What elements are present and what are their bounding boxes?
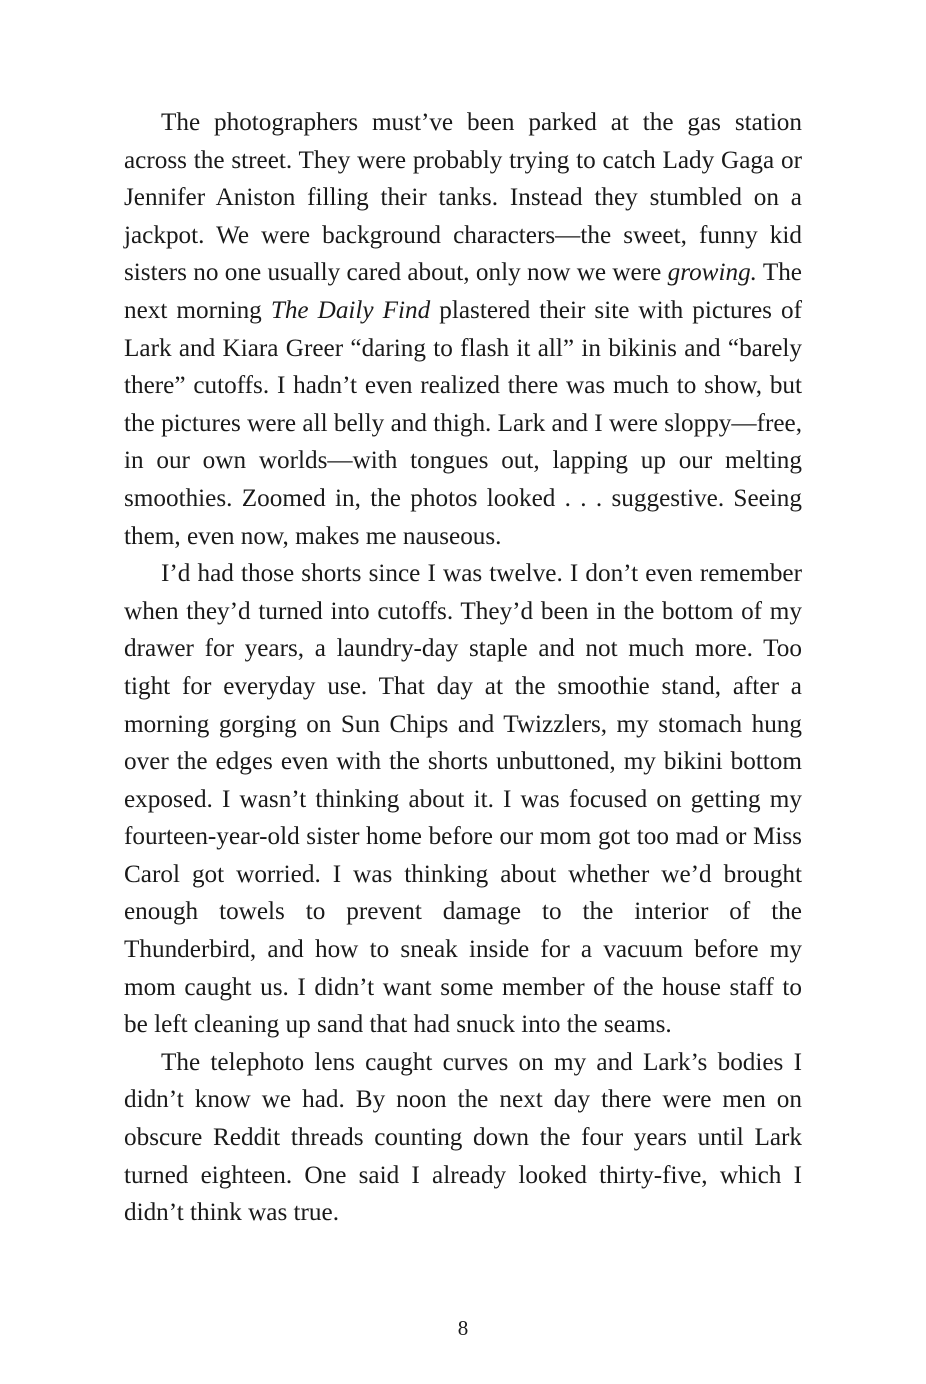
paragraph-text: plastered their site with pictures of Lark and Kiara Greer “daring to flash it all” in bikinis and “barely there” cutoffs. I hadn’t even realized there was much to show, but the pictures were all belly and thigh. Lark and I were sloppy—free, in our own worlds—with tongues out, lapping up our melting smoothies. Zoomed in, the photos looked . . . suggestive. Seeing them, even now, makes me nauseous.: [124, 296, 803, 550]
paragraph-text: The next morning: [124, 259, 802, 324]
paragraph-text: The photographers must’ve been parked at the gas station across the street. They were probably trying to catch Lady Gaga or Jennifer Aniston filling their tanks. Instead they stumbled on a jackpot. We were background characters—the sweet, funny kid sisters no one usually cared about, only now we were: [124, 109, 802, 287]
paragraph-text: The telephoto lens caught curves on my and Lark’s bodies I didn’t know we had. By noon the next day there were men on obscure Reddit threads counting down the four years until Lark turned eighteen. One said I already looked thirty-five, which I didn’t think was true.: [124, 1048, 802, 1227]
publication-title: The Daily Find: [270, 296, 431, 324]
paragraph-text: I’d had those shorts since I was twelve. I don’t even remember when they’d turned into cutoffs. They’d been in the bottom of my drawer for years, a laundry-day staple and not much more. Too tight for everyday use. That day at the smoothie stand, after a morning gorging on Sun Chips and Twizzlers, my stomach hung over the edges even with the shorts unbuttoned, my bikini bottom exposed. I wasn’t thinking about it. I was focused on getting my fourteen-year-old sister home before our mom got too mad or Miss Carol got worried. I was thinking about whether we’d brought enough towels to prevent damage to the interior of the Thunderbird, and how to sneak inside for a vacuum before my mom caught us. I didn’t want some member of the house staff to be left cleaning up sand that had snuck into the seams.: [124, 560, 802, 1039]
page-number: 8: [457, 1316, 469, 1340]
paragraph-2: [124, 555, 802, 1044]
paragraph-3: [124, 1044, 802, 1232]
paragraph-1: [124, 104, 802, 555]
body-text: [124, 104, 802, 1232]
emphasis-text: growing.: [667, 259, 757, 287]
